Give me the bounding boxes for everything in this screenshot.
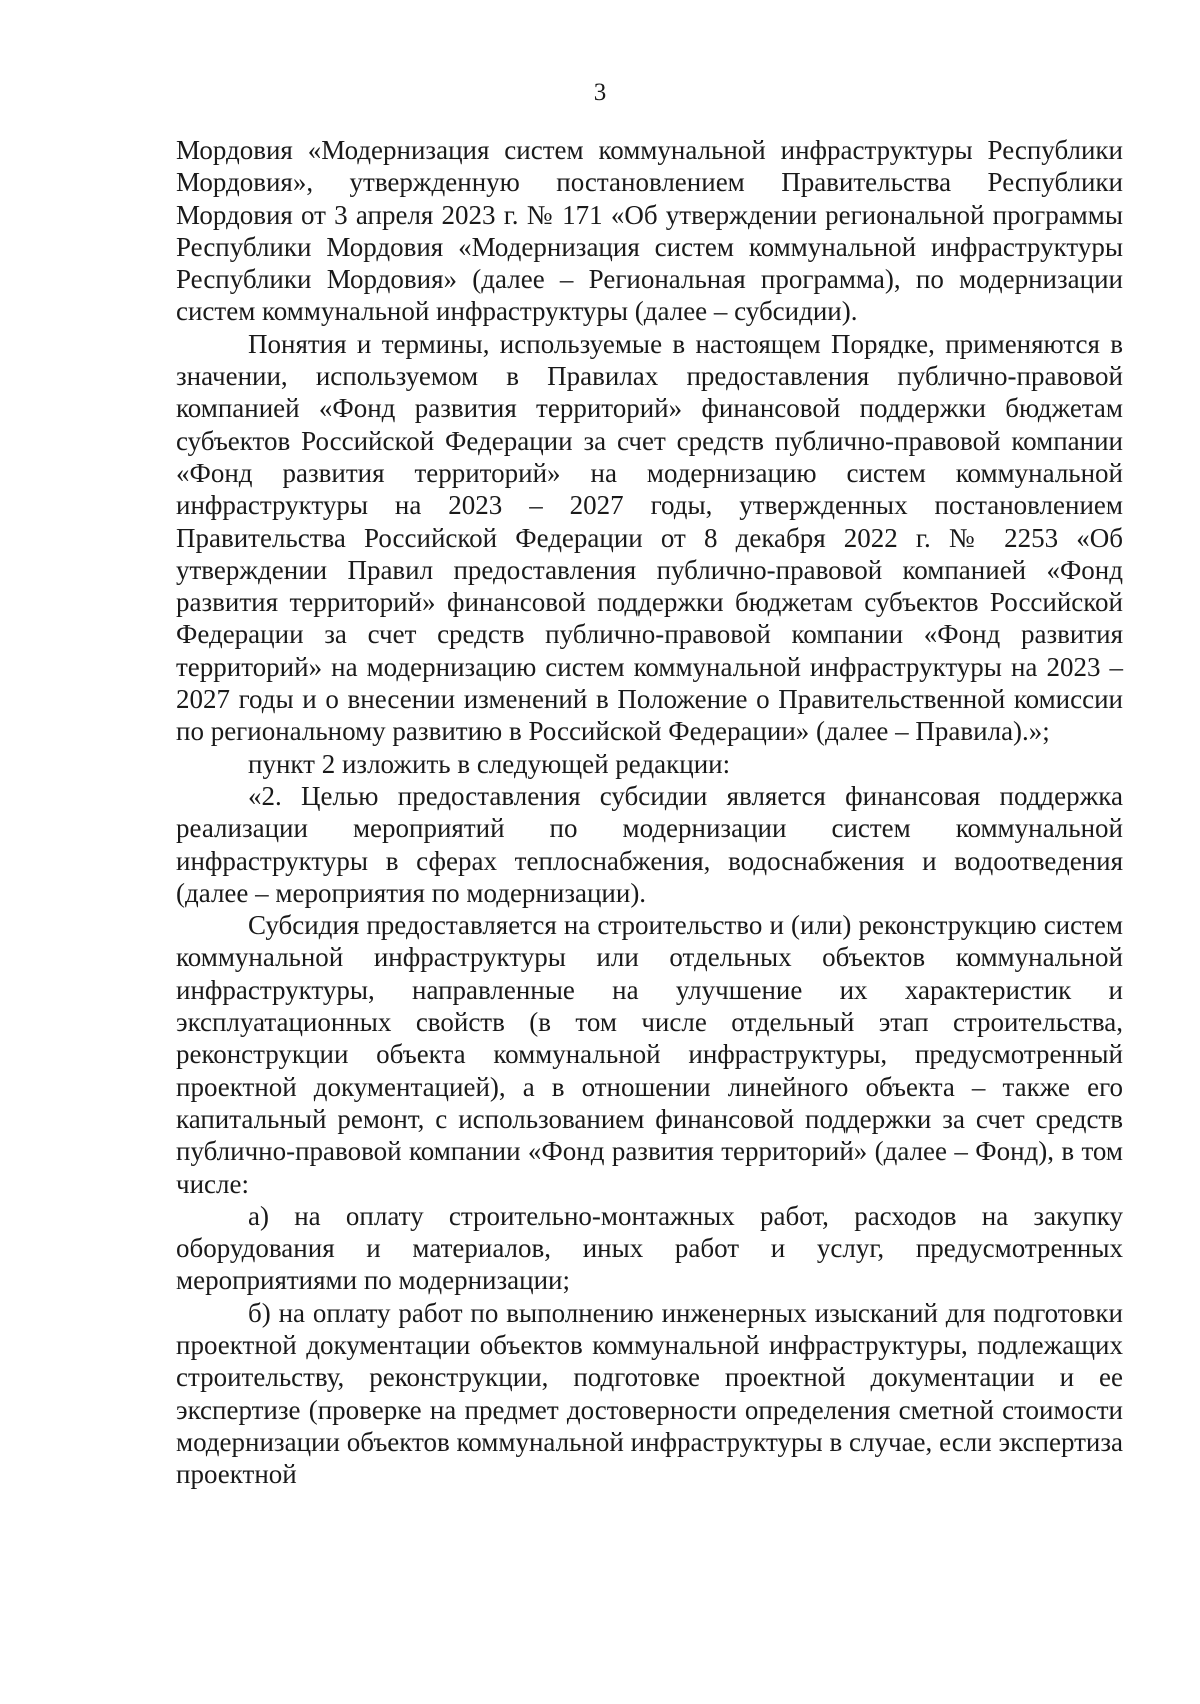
list-item-a: а) на оплату строительно-монтажных работ, расходов на закупку оборудования и материалов, иных работ и услуг, предусмотренных мероприятиями по модернизации; (176, 1200, 1123, 1296)
paragraph-subsidy-purpose: «2. Целью предоставления субсидии является финансовая поддержка реализации мероприятий по модернизации систем коммунальной инфраструктуры в сферах теплоснабжения, водоснабжения и водоотведения (далее – мероприятия по модернизации). (176, 780, 1123, 908)
page-number: 3 (593, 79, 607, 106)
paragraph-subsidy-scope: Субсидия предоставляется на строительство и (или) реконструкцию систем коммунальной инфраструктуры или отдельных объектов коммунальной инфраструктуры, направленные на улучшение их характеристик и эксплуатационных свойств (в том числе отдельный этап строительства, реконструкции объекта коммунальной инфраструктуры, предусмотренный проектной документацией), а в отношении линейного объекта – также его капитальный ремонт, с использованием финансовой поддержки за счет средств публично-правовой компании «Фонд развития территорий» (далее – Фонд), в том числе: (176, 910, 1123, 1199)
paragraph-item-2-amendment: пункт 2 изложить в следующей редакции: (248, 748, 731, 779)
list-item-b: б) на оплату работ по выполнению инженерных изысканий для подготовки проектной документации объектов коммунальной инфраструктуры, подлежащих строительству, реконструкции, подготовке проектной документации и ее экспертизе (проверке на предмет достоверности определения сметной стоимости модернизации объектов коммунальной инфраструктуры в случае, если экспертиза проектной (176, 1297, 1123, 1490)
document-body (176, 134, 1123, 1490)
paragraph-program-continuation: Мордовия «Модернизация систем коммунальной инфраструктуры Республики Мордовия», утвержденную постановлением Правительства Республики Мордовия от 3 апреля 2023 г. № 171 «Об утверждении региональной программы Республики Мордовия «Модернизация систем коммунальной инфраструктуры Республики Мордовия» (далее – Региональная программа), по модернизации систем коммунальной инфраструктуры (далее – субсидии). (176, 135, 1123, 327)
paragraph-terms-definitions: Понятия и термины, используемые в настоящем Порядке, применяются в значении, используемом в Правилах предоставления публично-правовой компанией «Фонд развития территорий» финансовой поддержки бюджетам субъектов Российской Федерации за счет средств публично-правовой компании «Фонд развития территорий» на модернизацию систем коммунальной инфраструктуры на 2023 – 2027 годы, утвержденных постановлением Правительства Российской Федерации от 8 декабря 2022 г. № 2253 «Об утверждении Правил предоставления публично-правовой компанией «Фонд развития территорий» финансовой поддержки бюджетам субъектов Российской Федерации за счет средств публично-правовой компании «Фонд развития территорий» на модернизацию систем коммунальной инфраструктуры на 2023 – 2027 годы и о внесении изменений в Положение о Правительственной комиссии по региональному развитию в Российской Федерации» (далее – Правила).»; (176, 328, 1123, 747)
